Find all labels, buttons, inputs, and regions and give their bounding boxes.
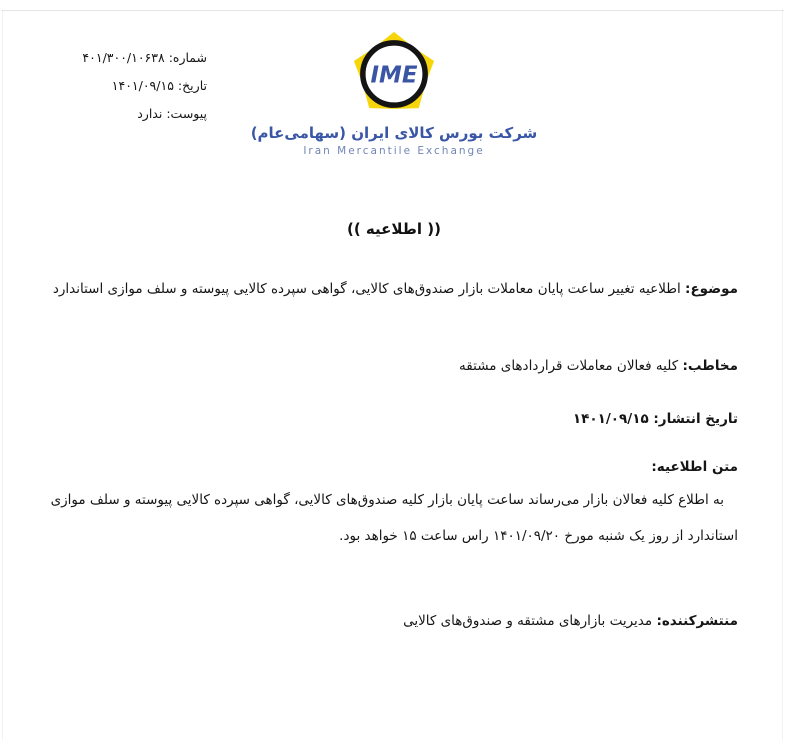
letter-date-value: ۱۴۰۱/۰۹/۱۵	[111, 78, 174, 93]
audience-label: مخاطب:	[682, 358, 738, 374]
page-edge-top	[2, 10, 784, 11]
audience-section	[50, 355, 738, 377]
letter-number-label: شماره:	[168, 50, 207, 65]
publisher-text: مدیریت بازارهای مشتقه و صندوق‌های کالایی	[403, 613, 653, 629]
letterhead	[0, 30, 788, 157]
audience-text: کلیه فعالان معاملات قراردادهای مشتقه	[459, 358, 679, 374]
letter-number-value: ۴۰۱/۳۰۰/۱۰۶۳۸	[82, 50, 165, 65]
subject-text: اطلاعیه تغییر ساعت پایان معاملات بازار صندوق‌های کالایی، گواهی سپرده کالایی پیوسته و سلف موازی استاندارد	[52, 281, 681, 297]
ime-logo-icon	[348, 30, 440, 118]
letter-date-label: تاریخ:	[177, 78, 207, 93]
publish-date-label: تاریخ انتشار:	[653, 411, 738, 427]
body-label: متن اطلاعیه:	[651, 459, 738, 475]
letter-attachment-label: پیوست:	[166, 106, 207, 121]
body-text: به اطلاع کلیه فعالان بازار می‌رساند ساعت پایان بازار کلیه صندوق‌های کالایی، گواهی سپرده کالایی پیوسته و سلف موازی استاندارد از روز یک شنبه مورخ ۱۴۰۱/۰۹/۲۰ راس ساعت ۱۵ خواهد بود.	[50, 492, 738, 544]
logo-monogram: IME	[370, 62, 418, 89]
subject-label: موضوع:	[685, 281, 738, 297]
company-name-english: Iran Mercantile Exchange	[303, 145, 485, 157]
document-title: (( اطلاعیه ))	[347, 220, 441, 238]
publisher-label: منتشرکننده:	[656, 613, 738, 629]
letter-attachment-value: ندارد	[137, 106, 163, 121]
publish-date-value: ۱۴۰۱/۰۹/۱۵	[572, 411, 649, 427]
company-name-farsi: شرکت بورس کالای ایران (سهامی‌عام)	[250, 124, 538, 142]
publish-date-section	[50, 408, 738, 430]
subject-section	[50, 272, 738, 307]
publisher-section	[50, 610, 738, 632]
